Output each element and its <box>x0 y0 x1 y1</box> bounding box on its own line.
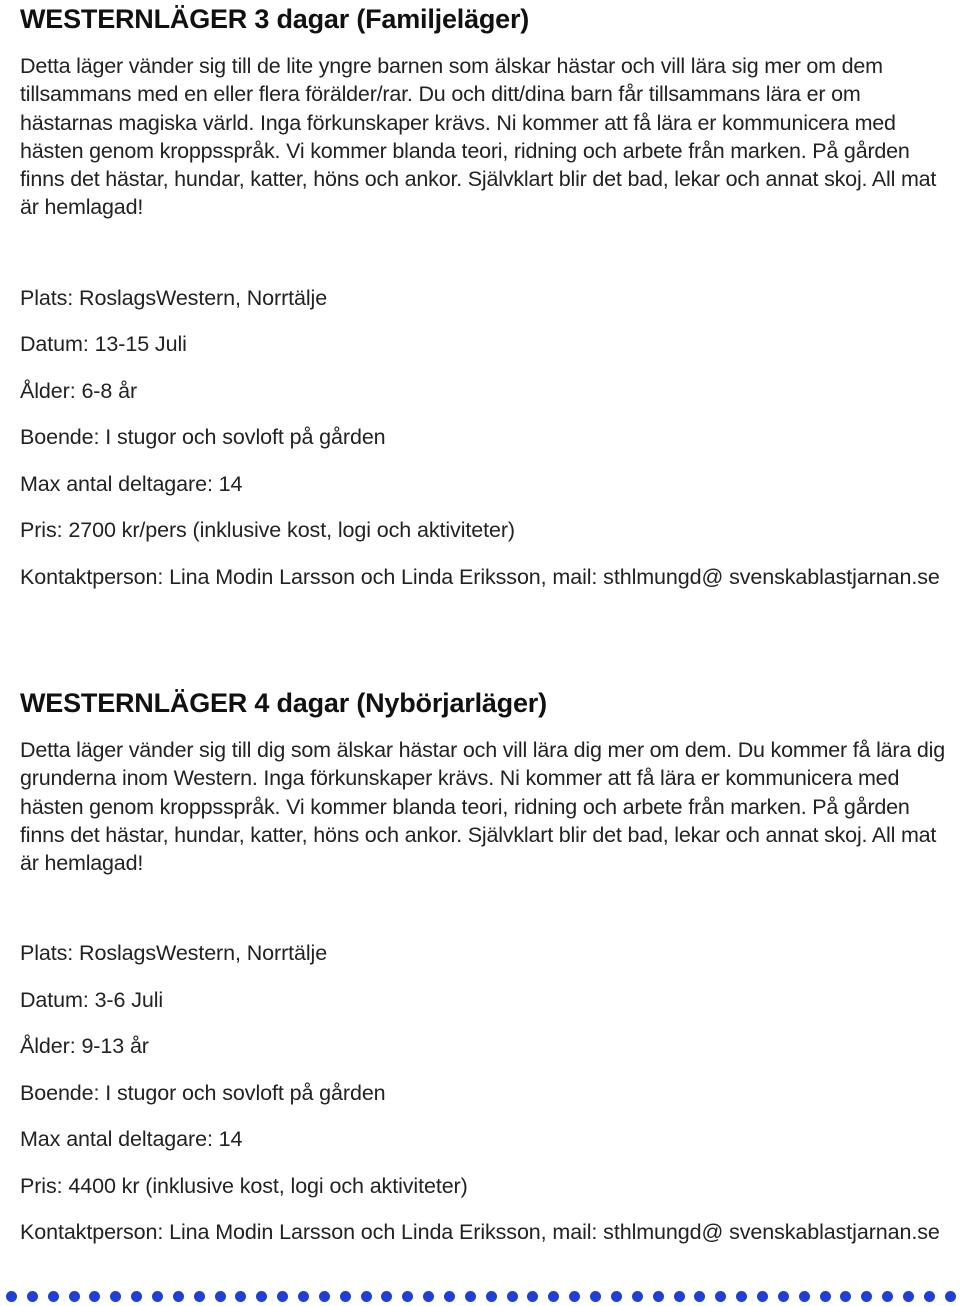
fact-kontaktperson: Kontaktperson: Lina Modin Larsson och Linda Eriksson, mail: sthlmungd@ svenskablastjarnan.se <box>20 1220 940 1245</box>
fact-alder: Ålder: 9-13 år <box>20 1034 149 1059</box>
footer-dot <box>381 1291 392 1302</box>
footer-dot <box>507 1291 518 1302</box>
footer-dot <box>527 1291 538 1302</box>
fact-plats: Plats: RoslagsWestern, Norrtälje <box>20 285 328 310</box>
footer-dot <box>6 1291 17 1302</box>
camp-title: WESTERNLÄGER 3 dagar (Familjeläger) <box>20 4 530 34</box>
fact-boende: Boende: I stugor och sovloft på gården <box>20 425 386 450</box>
footer-dot <box>924 1291 935 1302</box>
footer-dot <box>152 1291 163 1302</box>
footer-dot <box>548 1291 559 1302</box>
footer-dot <box>486 1291 497 1302</box>
footer-dot <box>590 1291 601 1302</box>
fact-max-deltagare: Max antal deltagare: 14 <box>20 1127 243 1152</box>
footer-dot <box>361 1291 372 1302</box>
camp-description: Detta läger vänder sig till dig som älskar hästar och vill lära dig mer om dem. Du kommer få lära dig grunderna inom Western. Inga förkunskaper krävs. Ni kommer att få lära er kommunicera med hästen genom kroppsspråk. Vi kommer blanda teori, ridning och arbete från marken. På gården finns det hästar, hundar, katter, höns och ankor. Självklart blir det bad, lekar och annat skoj. All mat är hemlagad! <box>20 738 945 876</box>
dotted-footer-border <box>6 1290 956 1302</box>
camp-facts <box>20 939 945 1246</box>
footer-dot <box>861 1291 872 1302</box>
footer-dot <box>27 1291 38 1302</box>
footer-dot <box>569 1291 580 1302</box>
footer-dot <box>903 1291 914 1302</box>
footer-dot <box>110 1291 121 1302</box>
footer-dot <box>694 1291 705 1302</box>
footer-dot <box>277 1291 288 1302</box>
fact-pris: Pris: 4400 kr (inklusive kost, logi och aktiviteter) <box>20 1173 468 1198</box>
footer-dot <box>173 1291 184 1302</box>
footer-dot <box>215 1291 226 1302</box>
camp-facts <box>20 284 945 591</box>
footer-dot <box>632 1291 643 1302</box>
footer-dot <box>736 1291 747 1302</box>
footer-dot <box>194 1291 205 1302</box>
footer-dot <box>674 1291 685 1302</box>
footer-dot <box>89 1291 100 1302</box>
footer-dot <box>757 1291 768 1302</box>
fact-kontaktperson: Kontaktperson: Lina Modin Larsson och Linda Eriksson, mail: sthlmungd@ svenskablastjarnan.se <box>20 564 940 589</box>
fact-pris: Pris: 2700 kr/pers (inklusive kost, logi och aktiviteter) <box>20 518 515 543</box>
footer-dot <box>423 1291 434 1302</box>
camp-description: Detta läger vänder sig till de lite yngre barnen som älskar hästar och vill lära sig mer om dem tillsammans med en eller flera förälder/rar. Du och ditt/dina barn får tillsammans lära er om hästarnas magiska värld. Inga förkunskaper krävs. Ni kommer att få lära er kommunicera med hästen genom kroppsspråk. Vi kommer blanda teori, ridning och arbete från marken. På gården finns det hästar, hundar, katter, höns och ankor. Självklart blir det bad, lekar och annat skoj. All mat är hemlagad! <box>20 54 937 220</box>
footer-dot <box>402 1291 413 1302</box>
fact-datum: Datum: 13-15 Juli <box>20 332 187 357</box>
camp-section-nyborjarlager <box>20 684 945 1246</box>
fact-datum: Datum: 3-6 Juli <box>20 987 164 1012</box>
footer-dot <box>882 1291 893 1302</box>
footer-dot <box>778 1291 789 1302</box>
footer-dot <box>611 1291 622 1302</box>
footer-dot <box>820 1291 831 1302</box>
footer-dot <box>465 1291 476 1302</box>
footer-dot <box>319 1291 330 1302</box>
footer-dot <box>48 1291 59 1302</box>
footer-dot <box>715 1291 726 1302</box>
fact-plats: Plats: RoslagsWestern, Norrtälje <box>20 941 328 966</box>
footer-dot <box>340 1291 351 1302</box>
fact-max-deltagare: Max antal deltagare: 14 <box>20 471 243 496</box>
footer-dot <box>799 1291 810 1302</box>
footer-dot <box>444 1291 455 1302</box>
footer-dot <box>69 1291 80 1302</box>
footer-dot <box>256 1291 267 1302</box>
fact-alder: Ålder: 6-8 år <box>20 378 138 403</box>
footer-dot <box>235 1291 246 1302</box>
camp-title: WESTERNLÄGER 4 dagar (Nybörjarläger) <box>20 688 547 718</box>
footer-dot <box>840 1291 851 1302</box>
camp-section-familjelager <box>20 0 945 591</box>
fact-boende: Boende: I stugor och sovloft på gården <box>20 1080 386 1105</box>
footer-dot <box>298 1291 309 1302</box>
footer-dot <box>131 1291 142 1302</box>
footer-dot <box>653 1291 664 1302</box>
footer-dot <box>945 1291 956 1302</box>
